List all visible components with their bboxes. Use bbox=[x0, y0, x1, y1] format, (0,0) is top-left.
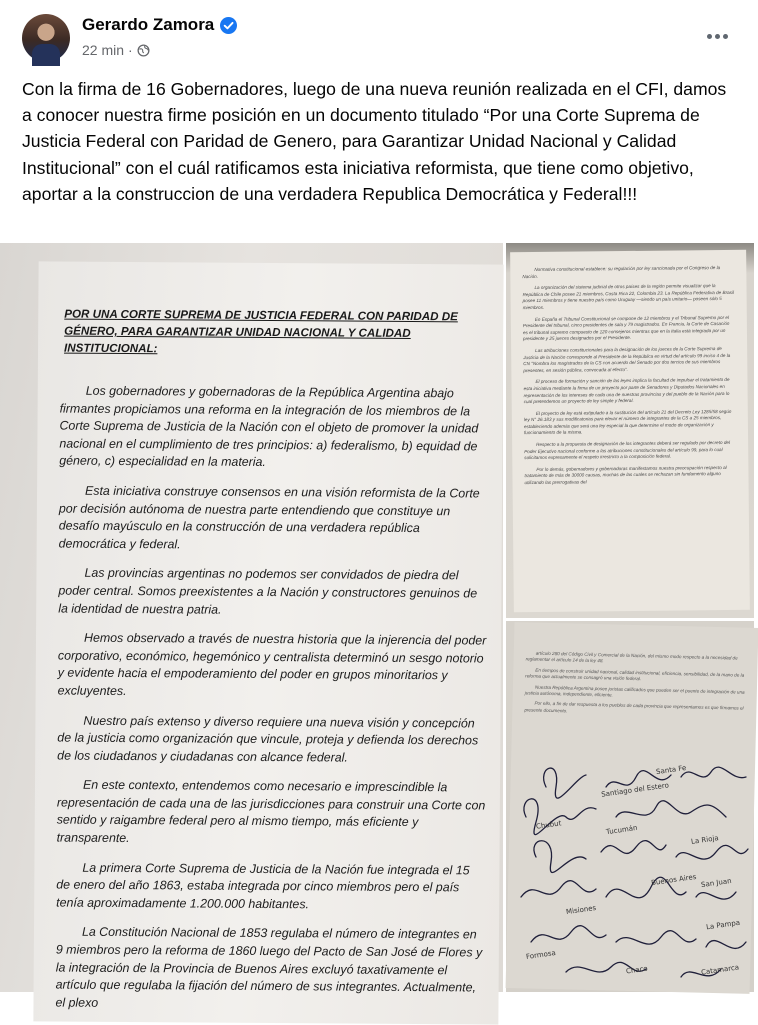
author-name[interactable]: Gerardo Zamora bbox=[82, 15, 215, 34]
author-row bbox=[82, 15, 237, 35]
document-page bbox=[33, 261, 503, 1024]
document-paragraph: artículo 280 del Código Civil y Comercial de la Nación, del mismo modo respecto a la necesidad de reglamentar el artículo 14 de la ley 48. bbox=[525, 650, 738, 664]
document-paragraph: Nuestro país extenso y diverso requiere una nueva visión y concepción de la justicia como organización que vincule, proteja y defienda los derechos de los ciudadanos y ciudadanas con alcance federal. bbox=[57, 713, 479, 765]
document-paragraph: Las atribuciones constitucionales para la designación de los jueces de la Corte Suprema de Justicia de la Nación corresponde al Presidente de la República en virtud del artículo 99 inciso 4 de la CN "Nombra los magistrados de la CS con acuerdo del Senado por dos tercios de sus miembros presentes, en sesión pública, convocada al efecto". bbox=[523, 345, 731, 373]
verified-badge-icon bbox=[220, 17, 237, 34]
document-paragraph: El proceso de formación y sanción de las leyes implica la facultad de impulsar el tratamiento de esta iniciativa mediante la firma de un proyecto por parte de Senadores y Diputados Nacionales en representación de los intereses de cada una de nuestras provincias y del pueblo de la Nación para lo cual pretendemos un proyecto de ley simple y federal. bbox=[523, 377, 730, 405]
document-paragraph: Respecto a la propuesta de designación de los integrantes deberá ser regulado por decreto del Poder Ejecutivo nacional conforme a las atribuciones constitucionales del artículo 99, para lo cual solicitamos expresamente el respeto irrestricto a la composición federal. bbox=[524, 440, 730, 461]
document-paragraph: Por ello, a fin de dar respuesta a los pueblos de cada provincia que representamos es que firmamos el presente documento. bbox=[524, 701, 744, 714]
document-paragraph: En tiempos de construir unidad nacional, calidad institucional, eficiencia, sensibilidad, de la mano de la reforma que actualmente se consagró una visión federal. bbox=[525, 667, 745, 682]
document-paragraph: Hemos observado a través de nuestra historia que la injerencia del poder corporativo, económico, hegemónico y centralista determinó un sesgo notorio y evidente hacia el empoderamiento del poder en grupos minoritarios y excluyentes. bbox=[57, 630, 487, 698]
post-header bbox=[0, 0, 754, 70]
signature-label: Buenos Aires bbox=[650, 872, 697, 888]
signature-label: Tucumán bbox=[605, 823, 638, 837]
photo-signatures-page[interactable] bbox=[506, 621, 754, 992]
signature-label: Catamarca bbox=[700, 963, 740, 977]
signature-label: Formosa bbox=[525, 948, 557, 962]
document-paragraph: En este contexto, entendemos como necesario e imprescindible la representación de cada una de las jurisdicciones para construir una Corte con sentido y raigambre federal pero al mismo tiempo, más eficiente y transparente. bbox=[56, 777, 486, 846]
author-avatar[interactable] bbox=[22, 14, 70, 62]
document-page-2 bbox=[510, 250, 750, 612]
post-photos bbox=[0, 243, 754, 1010]
photo-document-page-2[interactable] bbox=[506, 243, 754, 618]
meta-separator: · bbox=[128, 42, 133, 58]
more-options-button[interactable] bbox=[700, 26, 734, 46]
document-paragraph: Los gobernadores y gobernadoras de la República Argentina abajo firmantes propiciamos una reforma en la integración de los miembros de la Corte Suprema de Justicia de la Nación con el objeto de promover la unidad nacional en el cumplimiento de tres principios: a) federalismo, b) equidad de género, c) especialidad en la materia. bbox=[59, 383, 479, 470]
document-paragraph: La organización del sistema judicial de otros países de la región permite visualizar que la República de Chile posee 21 miembros, Costa Rica 22, Colombia 23. La República Federativa de Brasil posee 11 miembros y tiene nuestro país como Uruguay —siendo un país unitario— poseen sólo 5 miembros. bbox=[522, 283, 735, 311]
signature-label: Chaco bbox=[625, 964, 649, 976]
post-meta bbox=[82, 42, 150, 58]
post-timestamp[interactable]: 22 min bbox=[82, 42, 125, 58]
document-paragraph: Las provincias argentinas no podemos ser convidados de piedra del poder central. Somos preexistentes a la Nación y constructores genuinos de la identidad de nuestra patria. bbox=[58, 566, 478, 617]
signature-label: La Pampa bbox=[705, 918, 741, 932]
document-paragraph: Nuestra República Argentina posee juristas calificados que pueden ser el puente de integración de una justicia autónoma, independiente, eficiente. bbox=[524, 684, 745, 698]
signature-label: Misiones bbox=[565, 903, 597, 917]
more-options-icon bbox=[707, 34, 712, 39]
signature-label: La Rioja bbox=[690, 834, 720, 846]
photo-document-page-1[interactable] bbox=[0, 243, 503, 1010]
signature-label: San Juan bbox=[700, 876, 733, 890]
document-paragraph: La primera Corte Suprema de Justicia de la Nación fue integrada el 15 de enero del año 1863, estaba integrada por cinco miembros pero el país tenía aproximadamente 1.200.000 habitantes. bbox=[56, 860, 470, 912]
document-paragraph: En España el Tribunal Constitucional se compone de 12 miembros y el Tribunal Supremo por el Presidente del tribunal, cinco presidentes de sala y 79 magistrados. En Francia, la Corte de Casación es el tribunal supremo compuesto de 120 consejeros mientras que en la Italia está integrada por un presidente y 25 jueces designados por el Presidente. bbox=[522, 314, 730, 342]
document-paragraph: Esta iniciativa construye consensos en una visión reformista de la Corte por decisión autónoma de nuestra parte entendiendo que constituye un desafío mayúsculo en la construcción de una verdadera república democrática y federal. bbox=[58, 483, 480, 552]
document-paragraph: Por lo demás, gobernadores y gobernadoras manifestamos nuestra preocupación respecto al tratamiento de más de 30000 causas, muchas de las cuales se rechazan sin fundamento alguno utilizando las prerrogativas del bbox=[524, 464, 727, 486]
document-paragraph: El proyecto de ley está estipulado a la sustitución del artículo 21 del Decreto Ley 1285/58 según ley N° 26.183 y sus modificatorias para elevar el número de integrantes de la CS a 25 miembros, estableciendo además que será una ley especial la que determine el modo de organización y funcionamiento de la misma. bbox=[523, 408, 732, 436]
signature-label: Santa Fe bbox=[655, 763, 687, 777]
signature-label: Santiago del Estero bbox=[600, 781, 670, 799]
document-paragraph: Normativa constitucional establece: su regulación por ley sancionada por el Congreso de la Nación. bbox=[522, 265, 721, 279]
globe-icon[interactable] bbox=[137, 44, 150, 57]
document-paragraph: La Constitución Nacional de 1853 regulaba el número de integrantes en 9 miembros pero la reforma de 1860 luego del Pacto de San José de Flores y la integración de la Provincia de Buenos Aires excluyó taxativamente el artículo que regulaba la fijación del número de sus integrantes. Actualmente, el plexo bbox=[55, 925, 483, 1010]
post-text: Con la firma de 16 Gobernadores, luego de una nueva reunión realizada en el CFI, damos a conocer nuestra firme posición en un documento titulado “Por una Corte Suprema de Justicia Federal con Paridad de Genero, para Garantizar Unidad Nacional y Calidad Institucional” con el cuál ratificamos esta iniciativa reformista, que tiene como objetivo, aportar a la construccion de una verdadera Republica Democrática y Federal!!! bbox=[22, 79, 727, 204]
document-title: POR UNA CORTE SUPREMA DE JUSTICIA FEDERAL CON PARIDAD DE GÉNERO, PARA GARANTIZAR UNIDAD NACIONAL Y CALIDAD INSTITUCIONAL: bbox=[64, 307, 458, 356]
signature-label: Chubut bbox=[535, 819, 562, 831]
